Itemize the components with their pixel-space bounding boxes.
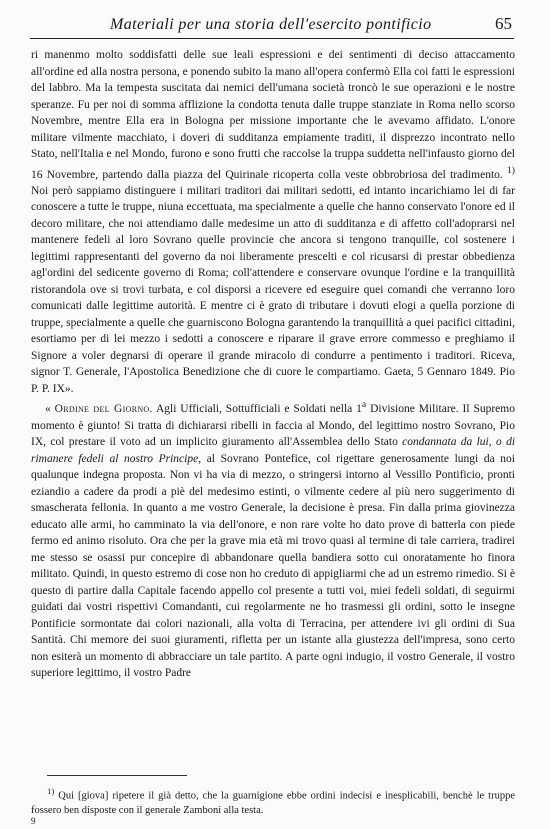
page-number: 65 [495, 14, 512, 33]
page-header [30, 14, 512, 36]
paragraph-letter [31, 47, 515, 397]
footnote-reference: 1) [507, 164, 515, 176]
italic-remain-faithful: o di rimanere fedeli al nostro Principe [31, 436, 516, 465]
order-text-b: Divisione Militare. Il Supremo momento è giunto! Si tratta di dichiararsi ribelli in faccia al Mondo, del legittimo nostro Sovrano, Pio IX, col prestare il voto ad un implicito giuramento all'Assemblea dello Stato [31, 403, 515, 449]
quote-open: « [45, 403, 55, 416]
signature-mark: 9 [31, 816, 36, 826]
order-text-c: , [488, 436, 496, 449]
order-heading: Ordine del Giorno. [54, 403, 153, 416]
order-text-a: Agli Ufficiali, Sottufficiali e Soldati nella 1 [152, 403, 362, 416]
body-text [31, 47, 515, 682]
footnote-marker: 1) [47, 786, 55, 796]
footnote-rule [47, 775, 187, 776]
paragraph-letter-continued: Noi però sappiamo distinguere i militari traditori dai militari sedotti, ed intanto incarichiamo lei di far conoscere a tutte le truppe, niuna eccettuata, ma specialmente a quelle che hanno conservato l'onore ed il decoro militare, che noi attendiamo dalle medesime un atto di sudditanza e di affetto coll'adoprarsi nel mantenere fedeli al loro Sovrano quelle provincie che ancora si tengono tranquille, col sostenere i legittimi rappresentanti del governo da noi liberamente prescelti e col ricusarsi di prestar obbedienza agl'ordini del sedicente governo di Roma; coll'attendere e conservare ovunque l'ordine e la tranquillità ristorandola ove si trovi turbata, e col disporsi a ricevere ed eseguire quei comandi che verranno loro comunicati dalle legittime autorità. E mentre ci è grato di tributare i dovuti elogi a quella porzione di truppe, specialmente a quelle che guarniscono Bologna garantendo la tranquillità a quei pacifici cittadini, esortiamo per di lei mezzo i sedotti a conoscere e riparare il grave errore commesso e preghiamo il Signore a voler degnarsi di operare il grande miracolo di condurre a pentimento i traditori. Riceva, signor T. Generale, l'Apostolica Benedizione che di cuore le compartiamo. Gaeta, 5 Gennaro 1849. Pio P. P. IX». [31, 184, 515, 395]
running-title: Materiali per una storia dell'esercito pontificio [110, 16, 432, 33]
superscript-a: a [361, 399, 367, 411]
header-rule [30, 38, 514, 39]
footnote-text: Qui [giova] ripetere il già detto, che la guarnigione ebbe ordini indecisi e inesplicabili, benchè le truppe fossero ben disposte con il generale Zamboni alla testa. [31, 790, 515, 816]
order-text-d: , al Sovrano Pontefice, col rigettare generosamente lungi da noi qualunque indegna proposta. Non vi ha via di mezzo, o stringersi intorno al Vessillo Pontificio, pronti eziandio a cadere da prodi a piè del medesimo estinti, o vilmente cedere al più nero suggerimento di smascherata fellonia. In quanto a me vostro Generale, la decisione è presa. Fin dalla prima giovinezza educato alle armi, ho camminato la via dell'onore, e non rare volte ho dato prove di batterla con piede fermo ed animo risoluto. Ora che per la grave mia età mi trovo quasi al termine di tale carriera, tradirei me stesso se osassi pur concepire di abbandonare quella bandiera sotto cui onoratamente ho finora militato. Quindi, in questo estremo di cose non ho creduto di appigliarmi che ad un estremo rimedio. Si è questo di partire dalla Capitale facendo appello col presente a tutti voi, miei fedeli soldati, di seguirmi guidati dai vostri rispettivi Comandanti, cui regolarmente ne ho trasmessi gli ordini, sotto le insegne Pontificie sormontate dai colori nazionali, alla volta di Terracina, per attendere ivi gli ordini di Sua Santità. Chi memore dei suoi giuramenti, rifletta per un istante alla giustezza dell'impresa, sono certo non esiterà un momento di abbracciare un tale partito. A parte ogni indugio, il vostro Generale, il vostro superiore legittimo, il vostro Padre [31, 452, 515, 680]
paragraph-letter-text: ri manenmo molto soddisfatti delle sue leali espressioni e dei sentimenti di deciso attaccamento all'ordine ed alla nostra persona, e ponendo subito la mano all'opera confermò Ella coi fatti le espressioni del labbro. Ma la tempesta suscitata dai nemici dell'umana società troncò le sue operazioni e le nostre speranze. Fu per noi di somma afflizione la condotta tenuta dalle truppe stanziate in Roma nello scorso Novembre, mentre Ella era in Bologna per missione importante che le avevamo affidato. L'onore militare vilmente macchiato, i doveri di sudditanza empiamente traditi, il disprezzo incontrato nello Stato, nell'Italia e nel Mondo, furono e sono frutti che raccolse la truppa suddetta nell'infausto giorno del 16 Novembre, partendo dalla piazza del Quirinale ricoperta colla veste obbrobriosa del tradimento. [31, 49, 515, 181]
italic-condemned: condannata da lui [402, 436, 489, 449]
footnote [31, 784, 515, 818]
paragraph-order-of-the-day [31, 397, 515, 681]
